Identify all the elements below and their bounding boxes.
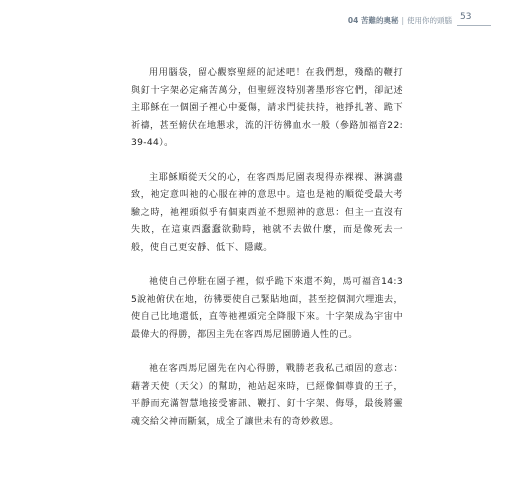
paragraph-3: 祂使自己停駐在園子裡，似乎跪下來還不夠，馬可福音14:35說祂俯伏在地，彷彿要使自己緊貼地面，甚至挖個洞穴埋進去，使自己比地還低，直等祂裡頭完全降服下來。十字架成為宇宙中最偉大的得勝，都因主先在客西馬尼園勝過人性的己。 — [131, 277, 403, 340]
body-text — [131, 65, 403, 448]
header-separator: | — [401, 16, 404, 25]
paragraph-2: 主耶穌順從天父的心，在客西馬尼園表現得赤裸裸、淋漓盡致，祂定意叫祂的心服在神的意思中。這也是祂的順從受最大考驗之時，祂裡頭似乎有個東西並不想照神的意思：但主一直沒有失敗，在這東西蠢蠢欲動時，祂就不去做什麼，而是像死去一般，使自己更安靜、低下、隱藏。 — [131, 172, 403, 253]
header-text — [0, 15, 452, 26]
running-header — [0, 11, 520, 31]
page-number: 53 — [460, 12, 472, 22]
section-title: 使用你的頭腦 — [407, 16, 452, 25]
chapter-title: 04 苦難的奧秘 — [347, 16, 399, 25]
paragraph-4: 祂在客西馬尼園先在內心得勝，戰勝老我私己頑固的意志：藉著天使（天父）的幫助，祂站起來時，已經像個尊貴的王子，平靜而充滿智慧地接受審訊、鞭打、釘十字架、侮辱，最後將靈魂交給父神而斷氣，成全了讓世未有的奇妙救恩。 — [131, 364, 403, 427]
page-number-rule — [457, 25, 491, 26]
paragraph-1: 用用腦袋，留心觀察聖經的記述吧！在我們想，殘酷的鞭打與釘十字架必定痛苦萬分，但聖經沒特別著墨形容它們，卻記述主耶穌在一個園子裡心中憂傷，請求門徒扶持，祂掙扎著、跪下祈禱，甚至俯伏在地懇求，流的汗彷彿血水一般（參路加福音22:39-44）。 — [131, 68, 403, 148]
